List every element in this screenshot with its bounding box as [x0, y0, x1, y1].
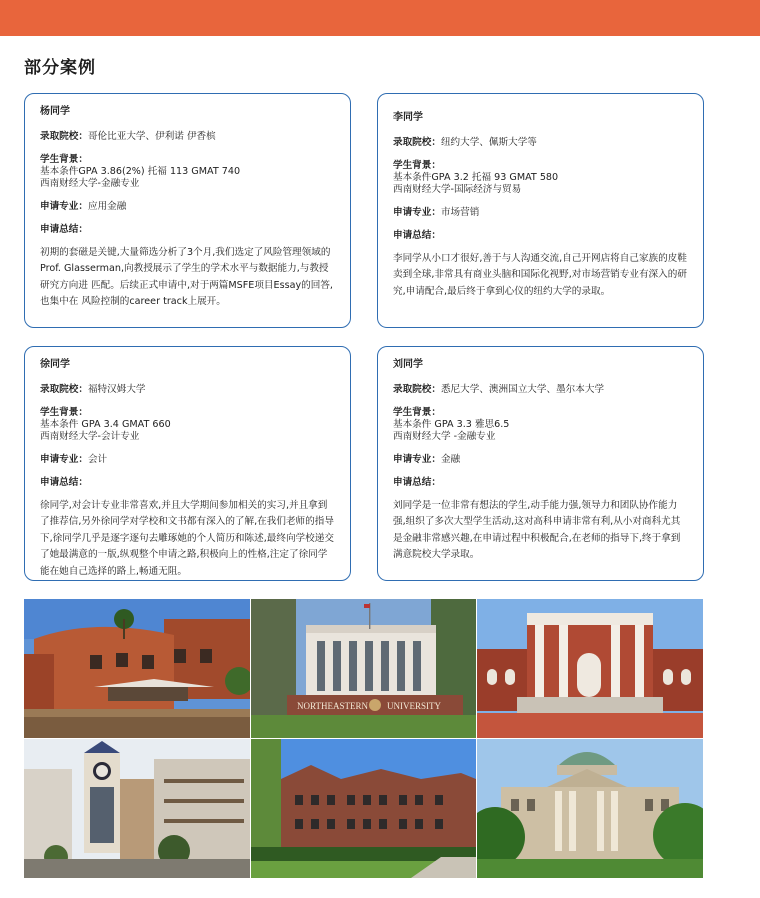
admission-label: 录取院校： — [40, 131, 88, 143]
campus-photo-brick-hall — [251, 739, 476, 878]
sign-text-left: NORTHEASTERN — [297, 701, 368, 711]
background-line-1: 基本条件 GPA 3.4 GMAT 660 — [40, 419, 171, 431]
section-title: 部分案例 — [24, 58, 96, 78]
admission-schools: 纽约大学、佩斯大学等 — [440, 137, 537, 149]
admission-label: 录取院校： — [40, 384, 88, 396]
campus-photo-brick-rotunda — [24, 599, 250, 738]
major-value: 会计 — [87, 453, 108, 465]
major-label: 申请专业： — [40, 453, 88, 465]
background-line-2: 西南财经大学 -金融专业 — [393, 431, 496, 443]
background-row — [393, 407, 689, 443]
background-line-1: 基本条件 GPA 3.3 雅思6.5 — [393, 419, 510, 431]
summary-label: 申请总结： — [40, 476, 88, 488]
campus-photo-colonnade — [477, 599, 703, 738]
summary-text: 李同学从小口才很好,善于与人沟通交流,自己开网店将自己家族的皮鞋卖到全球,非常具有商业头脑和国际化视野,对市场营销专业有深入的研究,申请配合,最后终于拿到心仪的纽约大学的录取。 — [393, 252, 687, 297]
admission-schools: 哥伦比亚大学、伊利诺 伊香槟 — [87, 131, 216, 143]
background-row — [393, 160, 689, 196]
background-line-2: 西南财经大学-会计专业 — [40, 431, 140, 443]
summary-text: 初期的套磁是关键,大量筛选分析了3个月,我们选定了风险管理领域的Prof. Glasserman,向教授展示了学生的学术水平与数据能力,与教授研究方向进 匹配。后续正式申请中,对于两篇MSFE项目Essay的回答,也集中在 风险控制的career track上展开。 — [40, 246, 333, 308]
sign-text-right: UNIVERSITY — [387, 701, 441, 711]
major-row — [393, 454, 689, 466]
campus-photo-domed-building — [477, 739, 703, 878]
background-line-1: 基本条件GPA 3.2 托福 93 GMAT 580 — [393, 172, 559, 184]
admission-schools: 福特汉姆大学 — [87, 384, 146, 396]
case-card-yang — [24, 93, 351, 328]
summary-label: 申请总结： — [40, 223, 88, 235]
major-value: 金融 — [440, 453, 461, 465]
admission-row — [393, 384, 689, 396]
case-card-li — [377, 93, 704, 328]
student-name: 刘同学 — [393, 359, 423, 370]
admission-label: 录取院校： — [393, 384, 441, 396]
background-label: 学生背景： — [40, 154, 88, 166]
admission-row — [40, 131, 336, 143]
background-line-1: 基本条件GPA 3.86(2%) 托福 113 GMAT 740 — [40, 166, 241, 178]
admission-label: 录取院校： — [393, 137, 441, 149]
summary-text: 刘同学是一位非常有想法的学生,动手能力强,领导力和团队协作能力强,组织了多次大型学生活动,这对高科申请非常有利,从小对商科尤其是金融非常感兴趣,在申请过程中积极配合,在老师的指导下,终于拿到满意院校大学录取。 — [393, 499, 681, 561]
student-name: 杨同学 — [40, 106, 70, 117]
background-label: 学生背景： — [393, 407, 441, 419]
summary-text: 徐同学,对会计专业非常喜欢,并且大学期间参加相关的实习,并且拿到了推荐信,另外徐同学对学校和文书都有深入的了解,在我们老师的指导下,徐同学几乎是逐字逐句去雕琢她的个人简历和陈述,最终向学校递交了她最满意的一版,纵观整个申请之路,积极向上的性格,注定了徐同学能在她自己选择的路上,畅通无阻。 — [40, 499, 334, 577]
campus-photo-northeastern — [251, 599, 476, 738]
student-name: 李同学 — [393, 112, 423, 123]
background-label: 学生背景： — [40, 407, 88, 419]
background-label: 学生背景： — [393, 160, 441, 172]
major-value: 市场营销 — [440, 206, 480, 218]
background-line-2: 西南财经大学-国际经济与贸易 — [393, 184, 522, 196]
major-row — [393, 207, 689, 219]
major-row — [40, 454, 336, 466]
major-label: 申请专业： — [40, 200, 88, 212]
background-row — [40, 154, 336, 190]
student-name: 徐同学 — [40, 359, 70, 370]
summary-label: 申请总结： — [393, 476, 441, 488]
major-row — [40, 201, 336, 213]
summary-label: 申请总结： — [393, 229, 441, 241]
admission-row — [40, 384, 336, 396]
admission-row — [393, 137, 689, 149]
top-banner — [0, 0, 760, 36]
campus-photo-collage — [24, 599, 703, 878]
major-label: 申请专业： — [393, 206, 441, 218]
major-value: 应用金融 — [87, 200, 127, 212]
case-card-liu — [377, 346, 704, 581]
background-row — [40, 407, 336, 443]
major-label: 申请专业： — [393, 453, 441, 465]
background-line-2: 西南财经大学-金融专业 — [40, 178, 140, 190]
campus-photo-clock-tower — [24, 739, 250, 878]
case-card-xu — [24, 346, 351, 581]
admission-schools: 悉尼大学、澳洲国立大学、墨尔本大学 — [440, 384, 605, 396]
